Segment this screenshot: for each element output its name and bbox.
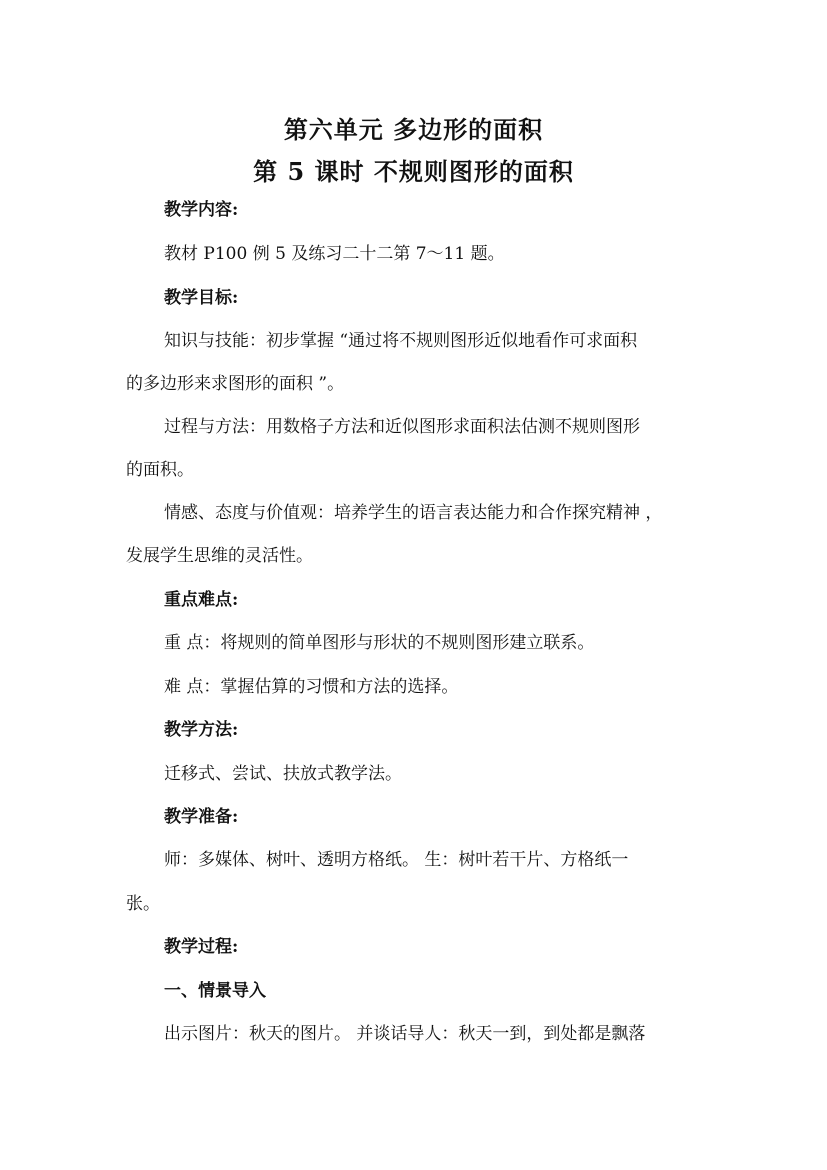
goals-process-line1: 过程与方法：用数格子方法和近似图形求面积法估测不规则图形 <box>164 417 640 437</box>
process-heading: 教学过程: <box>164 937 239 957</box>
goals-emotion-line2: 发展学生思维的灵活性。 <box>126 546 313 566</box>
keypoints-difficulty: 难 点：掌握估算的习惯和方法的选择。 <box>164 677 459 697</box>
step1-text: 出示图片：秋天的图片。 并谈话导人：秋天一到，到处都是飘落 <box>164 1024 646 1044</box>
keypoints-heading: 重点难点: <box>164 590 239 610</box>
unit-title: 第六单元 多边形的面积 <box>283 115 544 144</box>
preparation-heading: 教学准备: <box>164 807 239 827</box>
lesson-title: 第 5 课时 不规则图形的面积 <box>253 157 574 186</box>
content-heading: 教学内容: <box>164 200 239 220</box>
methods-text: 迁移式、尝试、扶放式教学法。 <box>164 764 402 784</box>
content-text: 教材 P100 例 5 及练习二十二第 7～11 题。 <box>164 244 505 264</box>
keypoints-key: 重 点：将规则的简单图形与形状的不规则图形建立联系。 <box>164 633 595 653</box>
goals-knowledge-line2: 的多边形来求图形的面积 ”。 <box>126 374 345 394</box>
goals-heading: 教学目标: <box>164 288 239 308</box>
goals-process-line2: 的面积。 <box>126 460 194 480</box>
methods-heading: 教学方法: <box>164 720 239 740</box>
goals-emotion-line1: 情感、态度与价值观：培养学生的语言表达能力和合作探究精神 ， <box>164 503 663 523</box>
preparation-line2: 张。 <box>126 894 160 914</box>
step1-heading: 一、情景导入 <box>164 981 266 1001</box>
preparation-line1: 师：多媒体、树叶、透明方格纸。 生：树叶若干片、方格纸一 <box>164 850 629 870</box>
goals-knowledge-line1: 知识与技能：初步掌握 “通过将不规则图形近似地看作可求面积 <box>164 331 638 351</box>
